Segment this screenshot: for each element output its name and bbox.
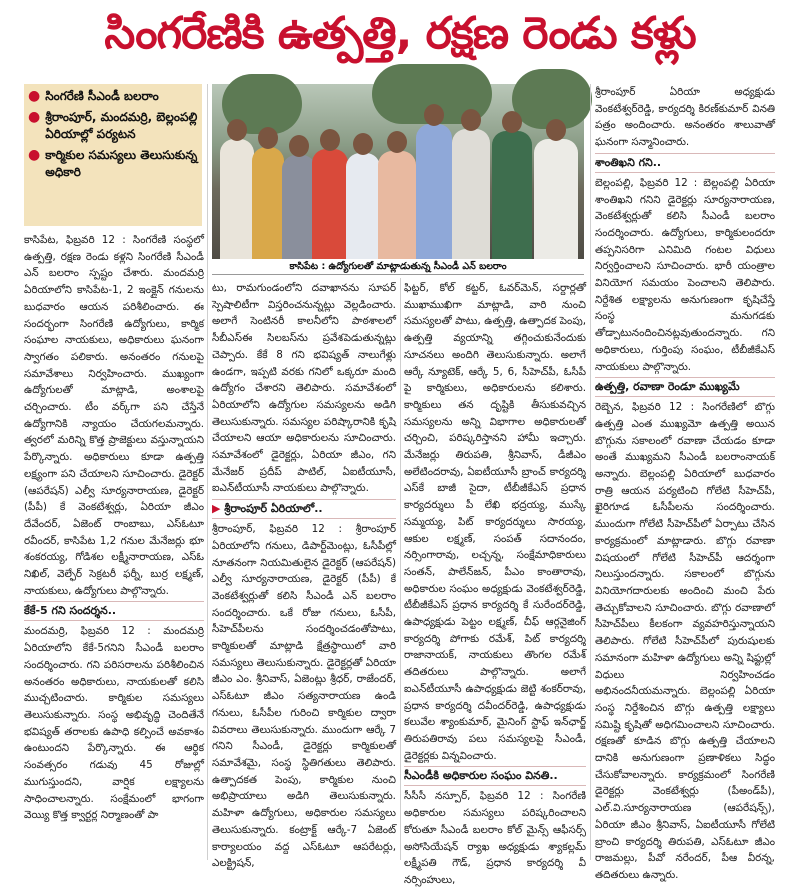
paragraph: ఫిట్టర్, కోల్ కట్టర్, ఓవర్‌మెన్, సర్దార్లతో ముఖాముఖిగా మాట్లాడి, వారి నుంచి సమస్యలతో పాటు, ఉత్పత్తి, ఉత్పాదక పెంపు, ఉత్పత్తి వ్యయాన్ని తగ్గించుకునేందుకు సూచనలు అందిగి తెలుసుకున్నారు. అలాగే ఆర్కే న్యూటెక్, ఆర్కే 5, 6, సీహెచ్‌పీ, ఓసీపీ పై కార్మికులు, అధికారులను కలిశారు. కార్మికులు తన దృష్టికి తీసుకువచ్చిన సమస్యలను అన్ని విభాగాల అధికారులతో చర్చించి, పరిష్కరిస్తానని హామీ ఇచ్చారు. మేనేజర్లు తిరుపతి, శ్రీనివాస్, డీజీఎం అలేటిందరావు, ఏఐటీయూసీ బ్రాంచ్ కార్యదర్శి ఎస్‌కే బాజీ సైదా, టీబీజీకేఎస్ ప్రధాన కార్యదర్శులు పీ లేఖి భద్రయ్య, ముస్కే సమ్మయ్య, పిట్ కార్యదర్శులు సారయ్య, ఆకుల లక్ష్మణ్, సంపత్ సదానందం, నర్సింగారావు, లచ్చన్న, సంక్షేమాధికారులు సంతన్, పాలేన్‌జన్, పీఎం కాంతారావు, అధికారుల సంఘం అధ్యక్షుడు వెంకటేశ్వర్‌రెడ్డి, టీబీజీకేఎస్ ప్రధాన కార్యదర్శి కే సురేందర్‌రెడ్డి, ఉపాధ్యక్షుడు పెట్టం లక్ష్మణ్, చీఫ్ ఆర్గనైజింగ్ కార్యదర్శి పోగాకు రమేశ్, పిట్ కార్యదర్శి రాజానాయక్, నాయకులు తొంగల రమేశ్ తదితరులు పాల్గొన్నారు. అలాగే ఐఎన్‌టీయూసీ ఉపాధ్యక్షుడు జెట్టి శంకర్‌రావు, ప్రధాన కార్యదర్శి దవీందర్‌రెడ్డి, ఉపాధ్యక్షుడు కలువేల శ్యాంకుమార్, మైనింగ్ స్టాఫ్ ఇన్‌ఛార్జ్ తిరుపతిరావు పలు సమస్యలపై సీఎండీ, డైరెక్టర్లకు విన్నవించారు. [404,282,586,762]
section-subhead: శాంతిఖని గని.. [595,153,775,173]
highlight-item: ● కార్మికుల సమస్యలు తెలుసుకున్న అధికారి [28,147,198,179]
article-column-4 [595,84,775,881]
article-column-2 [212,280,396,870]
paragraph: శ్రీరాంపూర్, ఫిబ్రవరి 12 : శ్రీరాంపూర్ ఏరియాలోని గనులు, డిపార్ట్‌మెంట్లు, ఓసీపీల్లో నూతనంగా నియమితులైన డైరెక్టర్ (ఆపరేషన్) ఎల్వీ సూర్యనారాయణ, డైరెక్టర్ (పీపీ) కే వెంకటేశ్వర్లుతో కలిసి సీఎండీ ఎన్ బలరాం సందర్శించారు. ఒకే రోజు గనులు, ఓసీపీ, సీహెచ్‌పీలను సందర్శించడంతోపాటు, కార్మికులతో మాట్లాడి క్షేత్రస్థాయిలో వారి సమస్యలు తెలుసుకున్నారు. డైరెక్టర్లతో ఏరియా జీఎం ఎం. శ్రీనివాస్, ఏజెంట్లు శ్రీధర్, రాజేందర్, ఎస్ఓటూ జీఎం సత్యనారాయణ ఉండి గనులు, ఓసీపీల గురించి కార్మికుల ద్వారా వివరాలు తెలుసుకున్నారు. ముందుగా ఆర్కే 7 గనిని సీఎండీ, డైరెక్టర్లు కార్మికులతో సమావేశమై, సంస్థ స్థితిగతులు తెలిపారు. ఉత్పాదకత పెంపు, కార్మికుల నుంచి అభిప్రాయాలు అడిగి తెలుసుకున్నారు. మహిళా ఉద్యోగులు, అధికారుల సమస్యలు తెలుసుకున్నారు. కంట్రాక్ట్ ఆర్కే-7 ఏజెంట్ కార్యాలయం వద్ద ఎస్ఓటూ ఆపరేటర్లు, ఎలక్ట్రిషన్, [212,523,396,870]
highlight-item: ● శ్రీరాంపూర్, మందమర్రి, బెల్లంపల్లి ఏరియాల్లో పర్యటన [28,109,198,141]
paragraph: బెల్లంపల్లి, ఫిబ్రవరి 12 : బెల్లంపల్లి ఏరియా శాంతిఖని గనిని డైరెక్టర్లు సూర్యనారాయణ, వెంకటేశ్వర్లుతో కలిసి సీఎండీ బలరాం సందర్శించారు. ఉద్యోగులు, కార్మికులందరూ తప్పనిసరిగా ఎనిమిది గంటల విధులు నిర్వర్తించాలని సూచించారు. భారీ యంత్రాల వినియోగ సమయం పెంచాలని తెలిపారు. నిర్దేశిత లక్ష్యాలను అనుగుణంగా కృషిచేస్తే సంస్థ మనుగడకు తోడ్పాటునందించినట్లవుతుందన్నారు. గని అధికారులు, గుర్తింపు సంఘం, టీబీజీకేఎస్ నాయకులు పాల్గొన్నారు. [595,176,775,373]
highlights-box [24,84,202,226]
section-subhead: సీఎండీకి అధికారుల సంఘం వినతి.. [404,766,586,786]
section-subhead: ▶ శ్రీరాంపూర్ ఏరియాలో.. [212,499,396,519]
bullet-icon: ● [28,109,41,125]
paragraph: కాసిపేట, ఫిబ్రవరి 12 : సింగరేణి సంస్థలో ఉత్పత్తి, రక్షణ రెండు కళ్లని సింగరేణి సీఎండీ ఎన్ బలరాం స్పష్టం చేశారు. మందమర్రి ఏరియాలోని కాసిపేట-1, 2 ఇంక్లైన్ గనులను బుధవారం ఆయన పరిశీలించారు. ఈ సందర్భంగా సింగరేణి ఉద్యోగులు, కార్మిక సంఘాల నాయకులు, అధికారులు ఘనంగా స్వాగతం పలికారు. అనంతరం గనులపై సమావేశాలు నిర్వహించారు. ముఖ్యంగా ఉద్యోగులతో మాట్లాడి, అంశాలపై చర్చించారు. టీం వర్క్‌గా పని చేస్తేనే ఉద్యోగానికి న్యాయం చేయగలమన్నారు. త్వరలో మరిన్ని కొత్త ప్రాజెక్టులు వస్తున్నాయని పేర్కొన్నారు. అధికారులు కూడా ఉత్పత్తి లక్ష్యంగా పని చేయాలని సూచించారు. డైరెక్టర్ (ఆపరేషన్) ఎల్వీ సూర్యనారాయణ, డైరెక్టర్ (పీపీ) కే వెంకటేశ్వర్లు, ఏరియా జీఎం దేవేందర్, ఏజెంట్ రాంబాబు, ఎస్ఓటూ రవీందర్, కాసిపేట 1,2 గనుల మేనేజర్లు భూ శంకరయ్య, గోడిశల లక్ష్మీనారాయణ, ఎస్ఓ నిఖిల్, వెల్ఫేర్ సెక్రటరీ ఫర్నీ, బుర్ర లక్ష్మణ్, నాయకులు, ఉద్యోగులు పాల్గొన్నారు. [24,234,204,597]
section-subhead: కేకే-5 గని సందర్శన.. [24,601,204,621]
article-column-3 [404,280,586,886]
article-column-1 [24,232,204,860]
highlight-item: ● సింగరేణి సీఎండీ బలరాం [28,88,159,104]
paragraph: టు, రామగుండంలోని దవాఖానను సూపర్ స్పెషాలిటీగా విస్తరించనున్నట్లు వెల్లడించారు. అలాగే సెంటినరీ కాలనీలోని పాఠశాలలో సీబీఎస్ఈ సిలబస్‌ను ప్రవేశపెడుతున్నట్లు చెప్పారు. కేకే 8 గని భవిష్యత్ నాలుగేళ్లు ఉండగా, ఇప్పటి వరకు గనిలో ఒక్కరూ మంది ఉద్యోగం చేశారని తెలిపారు. సమావేశంలో ఏరియాలోని ఉద్యోగుల సమస్యలను అడిగి తెలుసుకున్నారు. సమస్యల పరిష్కారానికి కృషి చేయాలని ఆయా అధికారులను సూచించారు. సమావేశంలో డైరెక్టర్లు, ఏరియా జీఎం, గని మేనేజర్ ప్రదీప్ పాటిల్, ఏఐటీయూసీ, ఐఎన్‌టీయూసీ నాయకులు పాల్గొన్నారు. [212,282,396,495]
bullet-icon: ● [28,147,41,163]
paragraph: మందమర్రి, ఫిబ్రవరి 12 : మందమర్రి ఏరియాలోని కేకే-5గనిని సీఎండీ బలరాం సందర్శించారు. గని పరిసరాలను పరిశీలించిన అనంతరం అధికారులు, నాయకులతో కలిసి ముచ్చటించారు. కార్మికుల సమస్యలు తెలుసుకున్నారు. సంస్థ అభివృద్ధి చెందితేనే భవిష్యత్ తరాలకు ఉపాధి కల్పించే అవకాశం ఉంటుందని పేర్కొన్నారు. ఈ ఆర్థిక సంవత్సరం గడువు 45 రోజుల్లో ముగుస్తుందని, వార్షిక లక్ష్యాలను సాధించాలన్నారు. సంక్షేమంలో భాగంగా వెయ్యి కొత్త క్వార్టర్ల నిర్మాణంతో పా [24,625,204,822]
photo-caption: కాసిపేట : ఉద్యోగులతో మాట్లాడుతున్న సీఎండీ ఎన్ బలరాం [212,259,584,275]
paragraph: సీసీసీ నస్పూర్, ఫిబ్రవరి 12 : సింగరేణి అధికారుల సమస్యలు పరిష్కరించాలని కోరుతూ సీఎండీ బలరాం కోల్ మైన్స్ ఆఫీసర్స్ అసోసియేషన్ ర్యాఖ అధ్యక్షుడు శ్యాకల్లమ్ లక్ష్మీపతి గౌడ్, ప్రధాన కార్యదర్శి వీ నర్సింహులు, [404,790,586,886]
bullet-icon: ● [28,88,41,104]
arrow-icon: ▶ [212,502,225,516]
news-photo [212,84,584,259]
headline: సింగరేణికి ఉత్పత్తి, రక్షణ రెండు కళ్లు [104,8,696,59]
paragraph: రెబ్బెన, ఫిబ్రవరి 12 : సింగరేణిలో బొగ్గు ఉత్పత్తి ఎంత ముఖ్యమో ఉత్పత్తి అయిన బొగ్గును సకాలంలో రవాణా చేయడం కూడా అంతే ముఖ్యమని సీఎండీ బలరాంనాయక్ అన్నారు. బెల్లంపల్లి ఏరియాలో బుధవారం రాత్రి ఆయన పర్యటించి గోలేటి సీహెచ్‌పీ, ఖైరిగూడ ఓసీపీలను సందర్శించారు. ముందుగా గోలేటి సీహెచ్‌పీలో ఏర్పాటు చేసిన కార్యక్రమంలో మాట్లాడారు. బొగ్గు రవాణా విషయంలో గోలేటి సీహెచ్‌పీ ఆదర్శంగా నిలుస్తుందన్నారు. సకాలంలో బొగ్గును వినియోగదారులకు అందించి మంచి పేరు తెచ్చుకోవాలని సూచించారు. బొగ్గు రవాణాలో సీహెచ్‌పీలు కీలకంగా వ్యవహరిస్తున్నాయని తెలిపారు. గోలేటి సీహెచ్‌పీలో పురుషులకు సమానంగా మహిళా ఉద్యోగులు అన్ని షిఫ్టుల్లో విధులు నిర్వహించడం అభినందనీయమన్నారు. బెల్లంపల్లి ఏరియా సంస్థ నిర్దేశించిన బొగ్గు ఉత్పత్తి లక్ష్యాలు సమిష్టి కృషితో అధిగమించాలని సూచించారు. రక్షణతో కూడిన బొగ్గు ఉత్పత్తి చేయాలని దానికి అనుగుణంగా ప్రణాళికలు సిద్ధం చేసుకోవాలన్నారు. కార్యక్రమంలో సింగరేణి డైరెక్టర్లు వెంకటేశ్వర్లు (పీఅండ్‌పీ), ఎల్.వి.సూర్యనారాయణ (ఆపరేషన్స్), ఏరియా జీఎం శ్రీనివాస్, ఏఐటీయూసీ గోలేటి బ్రాంచి కార్యదర్శి తిరుపతి, ఎస్ఓటూ జీఎం రాజమల్లు, పీవో నరేందర్, పీఆ వీరన్న, తదితరులు ఉన్నారు. [595,401,775,881]
paragraph: శ్రీరాంపూర్ ఏరియా అధ్యక్షుడు వెంకటేశ్వర్‌రెడ్డి, కార్యదర్శి కిరణ్‌కుమార్ వినతి పత్రం అందించారు. అనంతరం శాలువాతో ఘనంగా సన్మానించారు. [595,86,775,149]
section-subhead: ఉత్పత్తి, రవాణా రెండూ ముఖ్యమే [595,377,775,397]
